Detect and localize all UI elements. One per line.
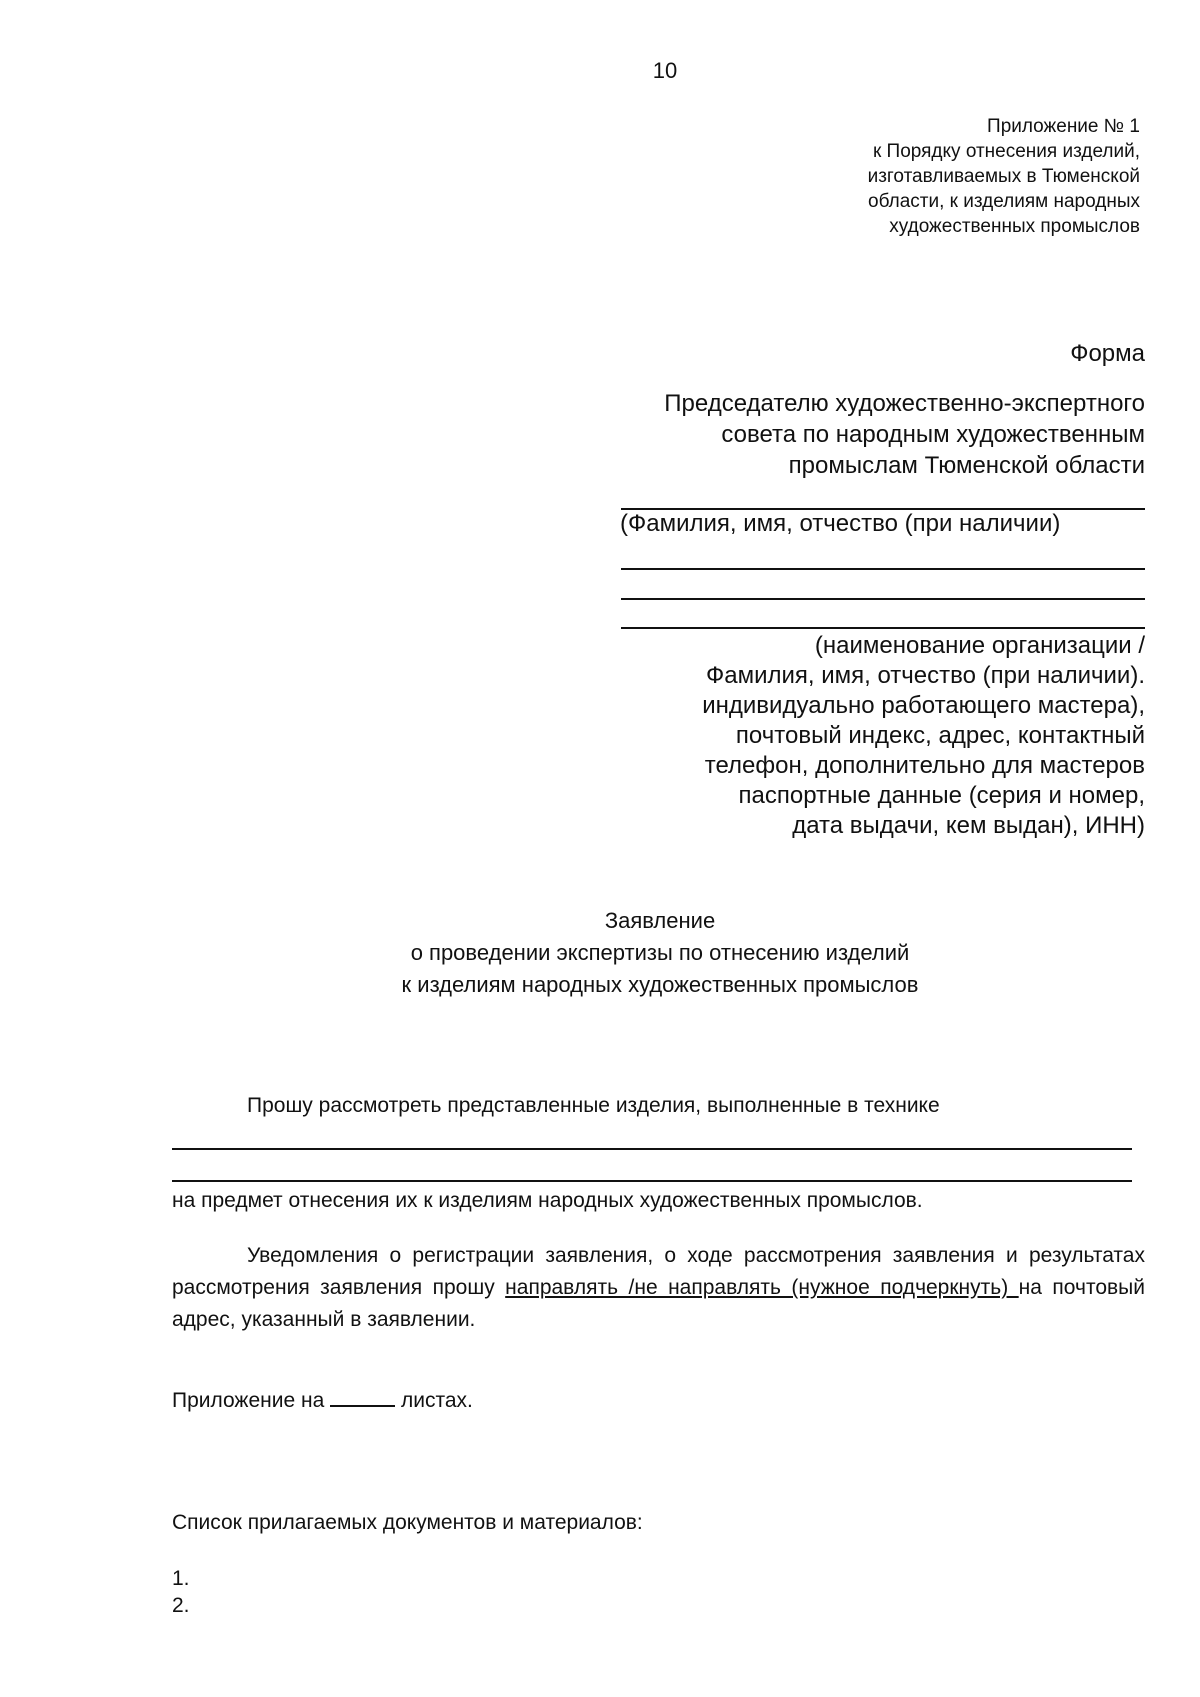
request-text: Прошу рассмотреть представленные изделия, выполненные в технике bbox=[247, 1094, 940, 1117]
applicant-hint bbox=[560, 631, 1145, 841]
document-list bbox=[172, 1565, 190, 1619]
applicant-hint-line: телефон, дополнительно для мастеров bbox=[704, 752, 1145, 779]
notification-tail: на почтовый адрес, указанный в заявлении. bbox=[172, 1276, 1145, 1331]
appendix-note-line: Приложение № 1 bbox=[987, 116, 1140, 137]
appendix-note-line: области, к изделиям народных bbox=[868, 191, 1140, 212]
attachment-after: листах. bbox=[395, 1389, 473, 1412]
document-title-line: о проведении экспертизы по отнесению изделий bbox=[410, 940, 910, 965]
addressee-line: промыслам Тюменской области bbox=[788, 452, 1145, 479]
document-title bbox=[0, 905, 1200, 1001]
document-title-line: Заявление bbox=[604, 908, 716, 933]
list-heading: Список прилагаемых документов и материалов: bbox=[172, 1511, 643, 1534]
addressee-block bbox=[560, 388, 1145, 481]
applicant-hint-line: (наименование организации / bbox=[814, 632, 1145, 659]
applicant-fill-line-2 bbox=[621, 598, 1145, 600]
applicant-hint-line: дата выдачи, кем выдан), ИНН) bbox=[792, 812, 1145, 839]
applicant-hint-line: Фамилия, имя, отчество (при наличии). bbox=[705, 662, 1145, 689]
list-item: 2. bbox=[172, 1594, 190, 1617]
appendix-note bbox=[700, 114, 1140, 239]
attachment-before: Приложение на bbox=[172, 1389, 331, 1412]
attachment-line bbox=[172, 1385, 1145, 1417]
appendix-note-line: изготавливаемых в Тюменской bbox=[867, 166, 1140, 187]
subject-text: на предмет отнесения их к изделиям народных художественных промыслов. bbox=[172, 1189, 923, 1212]
addressee-line: совета по народным художественным bbox=[721, 421, 1145, 448]
page-number: 10 bbox=[652, 58, 678, 83]
applicant-fill-line-1 bbox=[621, 568, 1145, 570]
appendix-note-line: художественных промыслов bbox=[889, 216, 1140, 237]
notification-lead: Уведомления о регистрации заявления, о ходе рассмотрения заявления и результатах рассмотрения заявления прошу bbox=[172, 1244, 1145, 1299]
notification-paragraph bbox=[172, 1240, 1145, 1336]
notification-choice: направлять /не направлять (нужное подчеркнуть) bbox=[505, 1276, 1019, 1299]
addressee-line: Председателю художественно-экспертного bbox=[664, 390, 1145, 417]
technique-fill-line-2 bbox=[172, 1180, 1132, 1182]
fio-hint: (Фамилия, имя, отчество (при наличии) bbox=[620, 510, 1061, 537]
document-title-line: к изделиям народных художественных промыслов bbox=[401, 972, 919, 997]
technique-fill-line-1 bbox=[172, 1148, 1132, 1150]
applicant-hint-line: почтовый индекс, адрес, контактный bbox=[735, 722, 1145, 749]
sheet-count-blank bbox=[330, 1387, 395, 1407]
applicant-hint-line: индивидуально работающего мастера), bbox=[702, 692, 1145, 719]
list-item: 1. bbox=[172, 1567, 190, 1590]
appendix-note-line: к Порядку отнесения изделий, bbox=[872, 141, 1140, 162]
applicant-hint-line: паспортные данные (серия и номер, bbox=[738, 782, 1145, 809]
form-label: Форма bbox=[1070, 340, 1145, 367]
applicant-fill-line-3 bbox=[621, 627, 1145, 629]
